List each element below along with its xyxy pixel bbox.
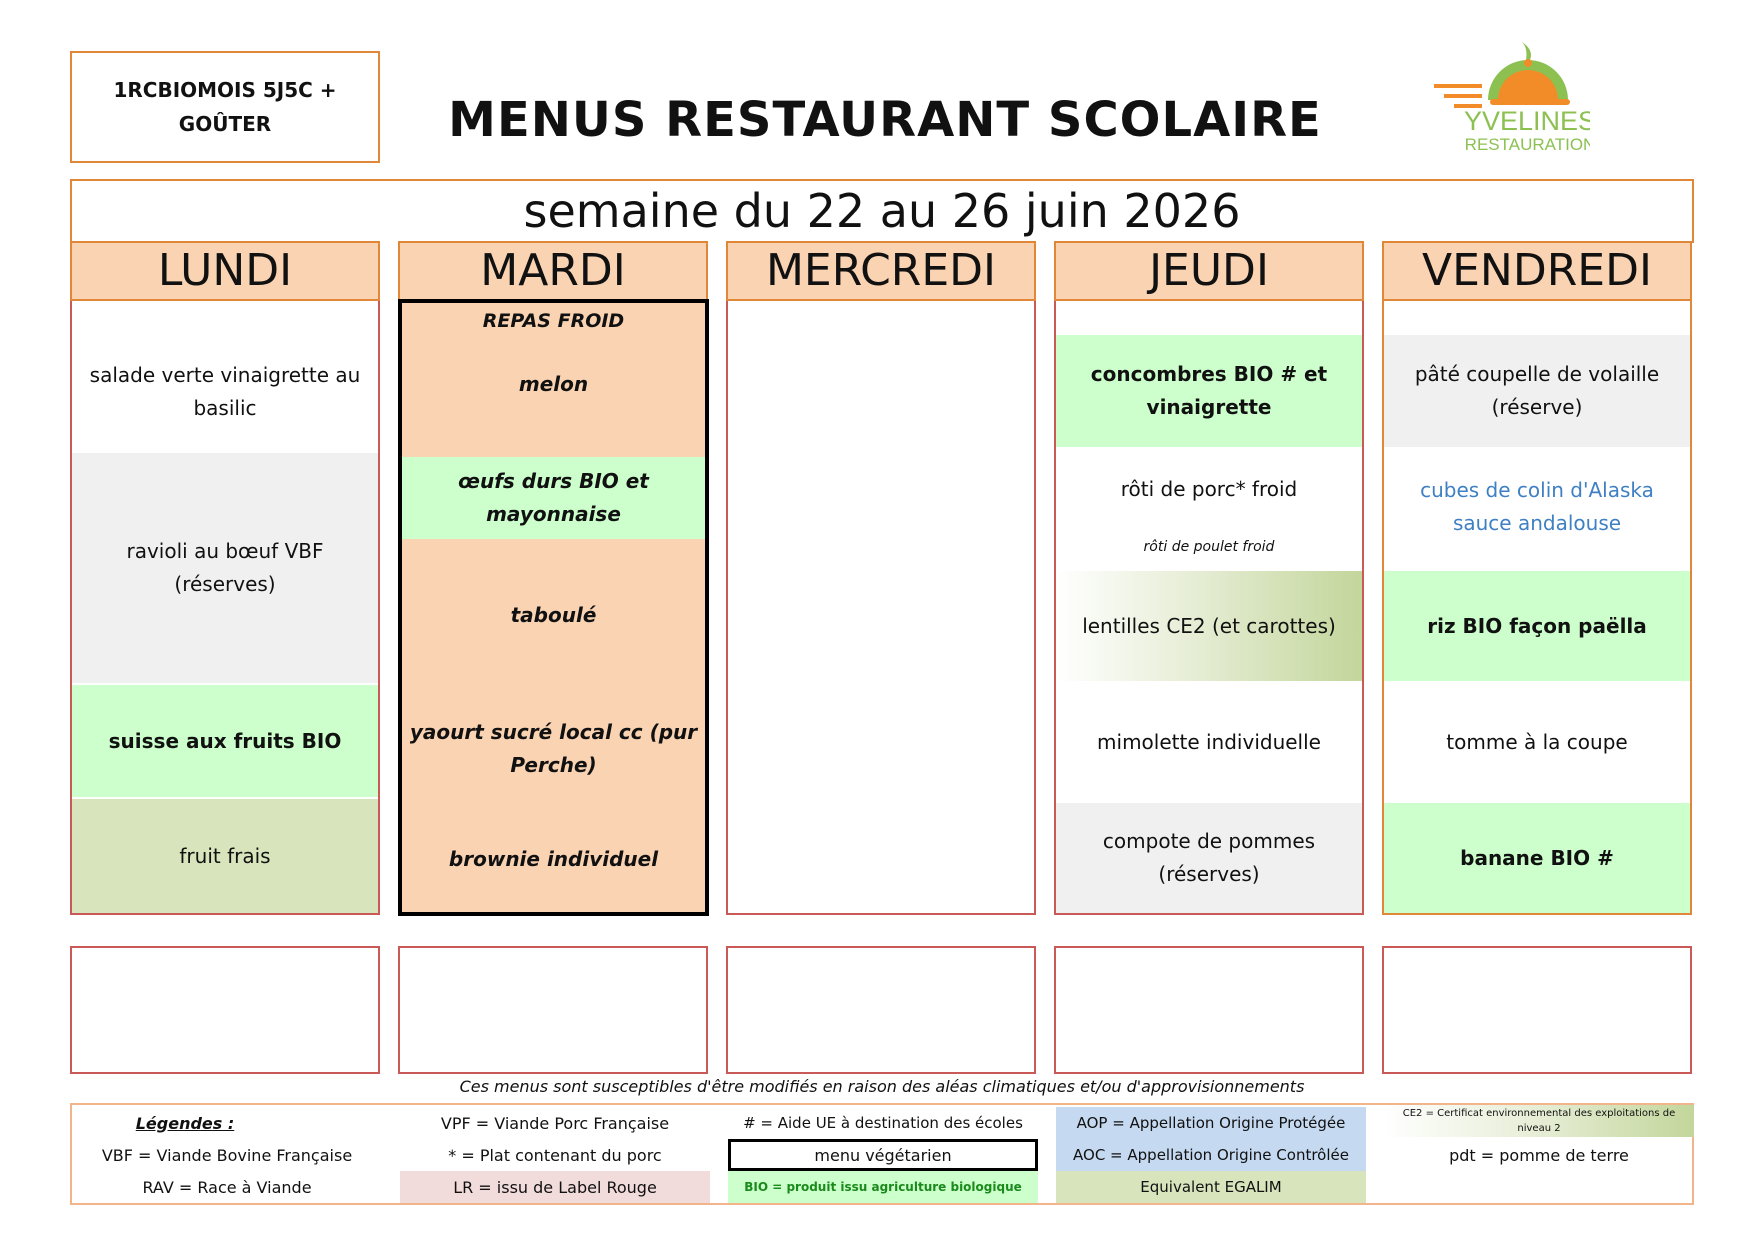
menu-item: cubes de colin d'Alaska sauce andalouse bbox=[1384, 449, 1690, 565]
menu-item: rôti de porc* froid bbox=[1056, 449, 1362, 529]
menu-item: œufs durs BIO et mayonnaise bbox=[402, 457, 705, 539]
legend-pdt: pdt = pomme de terre bbox=[1449, 1145, 1629, 1165]
empty-box-vendredi bbox=[1382, 946, 1692, 1074]
day-column-jeudi bbox=[1054, 301, 1364, 915]
cloche-icon bbox=[1430, 38, 1590, 158]
menu-item: banane BIO # bbox=[1384, 803, 1690, 913]
menu-item: tomme à la coupe bbox=[1384, 683, 1690, 801]
menu-item: yaourt sucré local cc (pur Perche) bbox=[409, 720, 698, 777]
legend-ce2: CE2 = Certificat environnemental des exploitations de niveau 2 bbox=[1384, 1105, 1694, 1137]
menu-item: compote de pommes (réserves) bbox=[1056, 803, 1362, 913]
yvelines-restauration-logo bbox=[1430, 38, 1590, 158]
legend-bio: BIO = produit issu agriculture biologique bbox=[728, 1171, 1038, 1203]
legend-egalim: Equivalent EGALIM bbox=[1056, 1171, 1366, 1203]
menu-item: concombres BIO # et vinaigrette bbox=[1056, 335, 1362, 447]
menu-item: suisse aux fruits BIO bbox=[72, 685, 378, 797]
page-title: MENUS RESTAURANT SCOLAIRE bbox=[448, 92, 1322, 148]
empty-box-lundi bbox=[70, 946, 380, 1074]
legend-rav: RAV = Race à Viande bbox=[142, 1177, 312, 1197]
menu-alternative: rôti de poulet froid bbox=[1143, 538, 1275, 555]
menu-item: ravioli au bœuf VBF (réserves) bbox=[72, 453, 378, 683]
day-column-mercredi bbox=[726, 301, 1036, 915]
menu-item: riz BIO façon paëlla bbox=[1384, 571, 1690, 681]
day-column-vendredi bbox=[1382, 301, 1692, 915]
legend-vegetarien: menu végétarien bbox=[728, 1139, 1038, 1171]
disclaimer: Ces menus sont susceptibles d'être modifiés en raison des aléas climatiques et/ou d'approvisionnements bbox=[459, 1077, 1305, 1096]
day-header-lundi: LUNDI bbox=[70, 241, 380, 301]
menu-item: fruit frais bbox=[72, 799, 378, 913]
legend-porc: * = Plat contenant du porc bbox=[448, 1145, 662, 1165]
day-header-jeudi: JEUDI bbox=[1054, 241, 1364, 301]
menu-code: 1RCBIOMOIS 5J5C + GOÛTER bbox=[113, 78, 337, 136]
legend-label-rouge: LR = issu de Label Rouge bbox=[400, 1171, 710, 1203]
legend-vbf: VBF = Viande Bovine Française bbox=[101, 1145, 353, 1165]
day-header-vendredi: VENDREDI bbox=[1382, 241, 1692, 301]
meal-note: REPAS FROID bbox=[482, 309, 625, 332]
menu-item: salade verte vinaigrette au basilic bbox=[72, 333, 378, 451]
svg-text:YVELINES: YVELINES bbox=[1463, 106, 1590, 136]
menu-item: lentilles CE2 (et carottes) bbox=[1056, 571, 1362, 681]
legend-title: Légendes : bbox=[135, 1113, 235, 1133]
empty-box-mardi bbox=[398, 946, 708, 1074]
day-column-lundi bbox=[70, 301, 380, 915]
menu-item: brownie individuel bbox=[448, 847, 659, 871]
empty-box-jeudi bbox=[1054, 946, 1364, 1074]
day-column-mardi bbox=[398, 299, 709, 916]
day-header-mardi: MARDI bbox=[398, 241, 708, 301]
empty-box-mercredi bbox=[726, 946, 1036, 1074]
menu-code-box bbox=[70, 51, 380, 163]
week-title: semaine du 22 au 26 juin 2026 bbox=[523, 184, 1241, 238]
legend-vpf: VPF = Viande Porc Française bbox=[440, 1113, 670, 1133]
legend-aop: AOP = Appellation Origine Protégée bbox=[1056, 1107, 1366, 1139]
legend bbox=[70, 1103, 1694, 1205]
legend-aoc: AOC = Appellation Origine Contrôlée bbox=[1056, 1139, 1366, 1171]
day-header-mercredi: MERCREDI bbox=[726, 241, 1036, 301]
svg-text:RESTAURATION: RESTAURATION bbox=[1464, 135, 1590, 154]
menu-item: mimolette individuelle bbox=[1056, 683, 1362, 801]
menu-item: melon bbox=[518, 371, 589, 396]
legend-aide-ue: # = Aide UE à destination des écoles bbox=[743, 1114, 1023, 1132]
menu-item: taboulé bbox=[510, 602, 597, 627]
menu-item: pâté coupelle de volaille (réserve) bbox=[1384, 335, 1690, 447]
